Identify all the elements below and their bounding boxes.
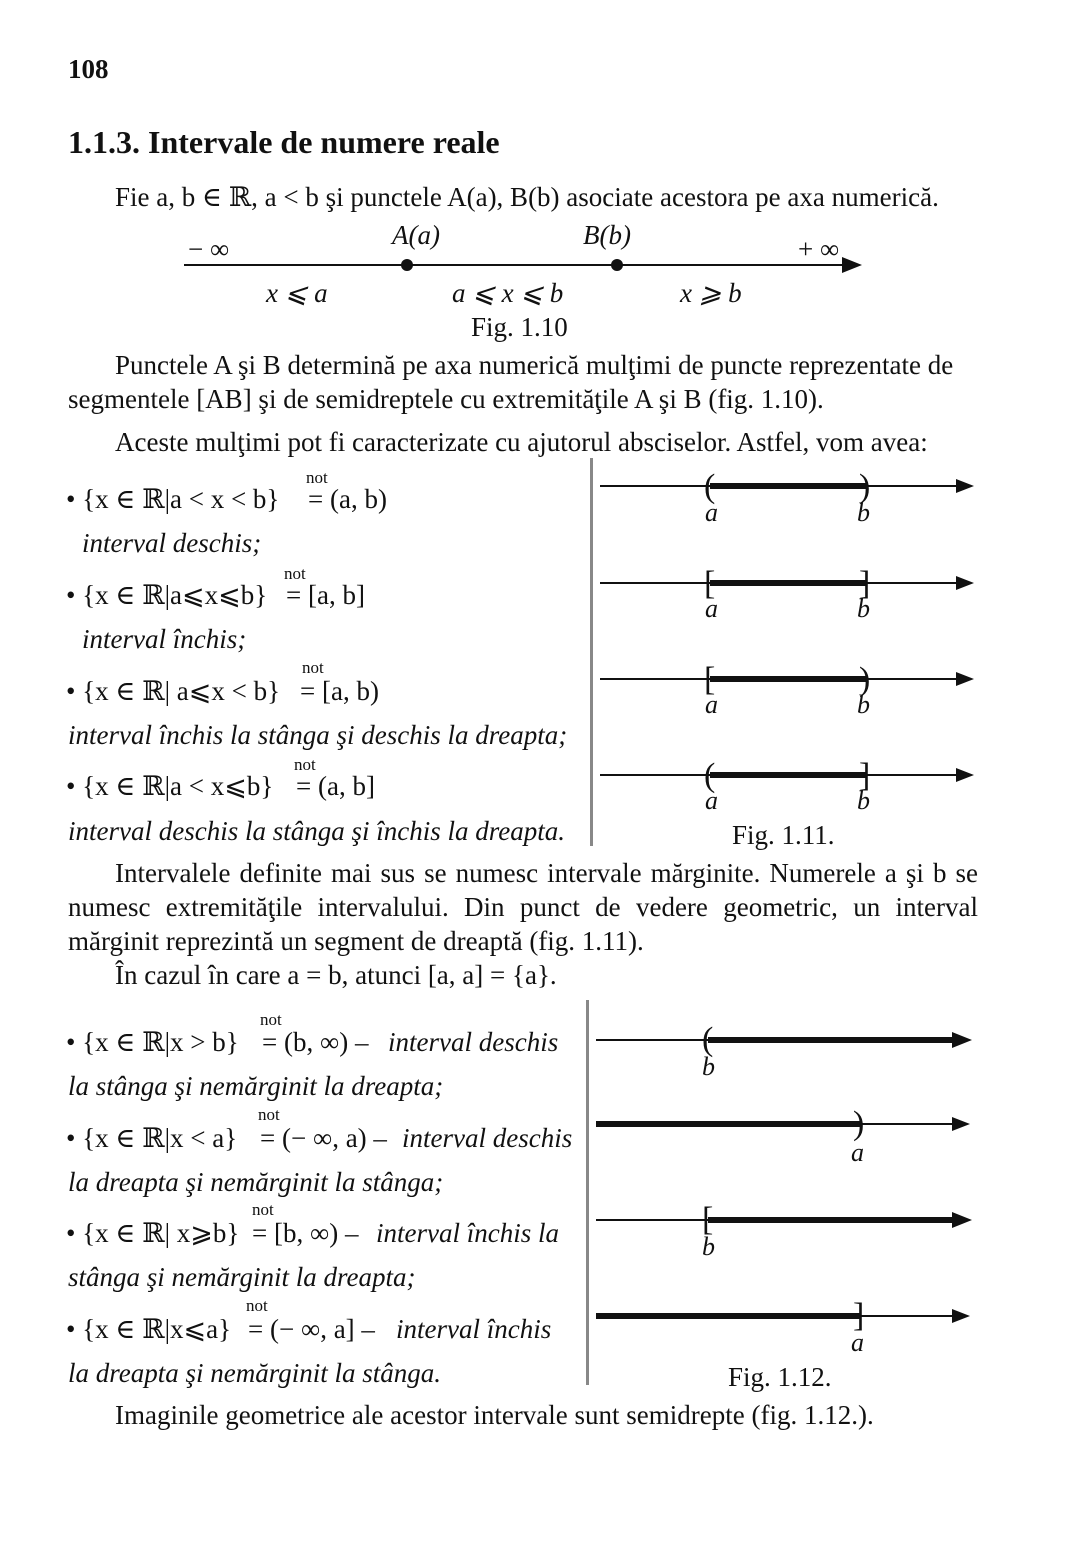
unbounded-desc-1: la stânga şi nemărginit la dreapta; xyxy=(68,1071,444,1101)
bounded-desc-1: interval deschis; xyxy=(82,528,262,558)
unbounded-notation-2: = (− ∞, a) – xyxy=(260,1123,387,1153)
arrow-head-icon xyxy=(952,1117,970,1131)
not-label: not xyxy=(284,564,306,583)
not-label: not xyxy=(258,1105,280,1124)
bracket-left-3: [ xyxy=(704,661,716,698)
point-a-label: A(a) xyxy=(392,220,440,250)
ray-bracket-1: ( xyxy=(702,1021,714,1058)
bounded-set-3: • {x ∈ ℝ| a⩽x < b} xyxy=(66,676,281,706)
ray-bracket-3: [ xyxy=(702,1201,714,1238)
bounded-desc-4: interval deschis la stânga şi închis la dreapta. xyxy=(68,816,565,846)
bounded-set-1: • {x ∈ ℝ|a < x < b} xyxy=(66,484,280,514)
point-a-dot xyxy=(401,259,413,271)
region-middle-label: a ⩽ x ⩽ b xyxy=(452,278,564,308)
unbounded-desc-4: la dreapta şi nemărginit la stânga. xyxy=(68,1358,442,1388)
bounded-notation-3: = [a, b) xyxy=(300,676,379,706)
unbounded-notation-4: = (− ∞, a] – xyxy=(248,1314,375,1344)
plus-infinity-label: + ∞ xyxy=(798,234,840,264)
section-title: 1.1.3. Intervale de numere reale xyxy=(68,124,500,160)
not-label: not xyxy=(294,755,316,774)
unbounded-notation-1: = (b, ∞) – xyxy=(262,1027,369,1057)
unbounded-tail-1: interval deschis xyxy=(388,1027,559,1057)
not-label: not xyxy=(246,1296,268,1315)
arrow-head-icon xyxy=(952,1309,970,1323)
bracket-left-2: [ xyxy=(704,565,716,602)
arrow-head-icon xyxy=(956,768,974,782)
label-a: a xyxy=(705,498,718,527)
bracket-right-1: ) xyxy=(859,468,871,505)
paragraph-3: Aceste mulţimi pot fi caracterizate cu ajutorul absciselor. Astfel, vom avea: xyxy=(115,427,928,457)
paragraph-5: În cazul în care a = b, atunci [a, a] = {a}. xyxy=(115,960,557,990)
fig-1-11-caption: Fig. 1.11. xyxy=(732,820,835,850)
bounded-desc-2: interval închis; xyxy=(82,624,247,654)
label-a: a xyxy=(705,786,718,815)
bounded-set-2: • {x ∈ ℝ|a⩽x⩽b} xyxy=(66,580,268,610)
label-b: b xyxy=(857,690,870,719)
paragraph-6: Imaginile geometrice ale acestor intervale sunt semidrepte (fig. 1.12.). xyxy=(115,1400,874,1430)
bounded-notation-1: = (a, b) xyxy=(308,484,387,514)
ray-label-4: a xyxy=(851,1328,864,1357)
ray-label-3: b xyxy=(702,1232,715,1261)
bracket-right-2: ] xyxy=(859,565,871,602)
label-b: b xyxy=(857,498,870,527)
bracket-left-4: ( xyxy=(704,757,716,794)
fig-1-11-line-1 xyxy=(598,476,978,496)
bracket-left-1: ( xyxy=(704,468,716,505)
unbounded-tail-4: interval închis xyxy=(396,1314,552,1344)
arrow-head-icon xyxy=(842,257,862,273)
bounded-desc-3: interval închis la stânga şi deschis la dreapta; xyxy=(68,720,568,750)
fig-1-11-line-4 xyxy=(598,765,978,785)
paragraph-2-line-2: segmentele [AB] şi de semidreptele cu extremităţile A şi B (fig. 1.10). xyxy=(68,384,824,414)
page-number: 108 xyxy=(68,54,109,84)
bounded-set-4: • {x ∈ ℝ|a < x⩽b} xyxy=(66,771,274,801)
arrow-head-icon xyxy=(956,479,974,493)
ray-bracket-4: ] xyxy=(853,1297,865,1334)
arrow-head-icon xyxy=(956,576,974,590)
paragraph-4: Intervalele definite mai sus se numesc intervale mărginite. Numerele a şi b se numesc extremităţile intervalului. Din punct de vedere geometric, un interval mărginit reprezintă un segment de dreaptă (fig. 1.11). xyxy=(68,858,978,956)
unbounded-tail-3: interval închis la xyxy=(376,1218,559,1248)
not-label: not xyxy=(252,1200,274,1219)
fig-1-11-divider xyxy=(590,458,593,846)
point-b-label: B(b) xyxy=(583,220,631,250)
bracket-right-3: ) xyxy=(859,661,871,698)
point-b-dot xyxy=(611,259,623,271)
unbounded-set-1: • {x ∈ ℝ|x > b} xyxy=(66,1027,239,1057)
ray-label-1: b xyxy=(702,1052,715,1081)
region-right-label: x ⩾ b xyxy=(680,278,742,308)
fig-1-10-caption: Fig. 1.10 xyxy=(471,312,568,342)
unbounded-desc-3: stânga şi nemărginit la dreapta; xyxy=(68,1262,416,1292)
arrow-head-icon xyxy=(952,1032,972,1048)
unbounded-set-4: • {x ∈ ℝ|x⩽a} xyxy=(66,1314,232,1344)
label-a: a xyxy=(705,690,718,719)
minus-infinity-label: − ∞ xyxy=(188,234,230,264)
fig-1-12-ray-1 xyxy=(594,1030,974,1050)
fig-1-12-ray-3 xyxy=(594,1210,974,1230)
fig-1-11-line-2 xyxy=(598,573,978,593)
fig-1-12-ray-4 xyxy=(594,1306,974,1326)
region-left-label: x ⩽ a xyxy=(266,278,328,308)
bracket-right-4: ] xyxy=(859,757,871,794)
bounded-notation-2: = [a, b] xyxy=(286,580,365,610)
unbounded-set-2: • {x ∈ ℝ|x < a} xyxy=(66,1123,238,1153)
bounded-notation-4: = (a, b] xyxy=(296,771,375,801)
fig-1-11-line-3 xyxy=(598,669,978,689)
unbounded-desc-2: la dreapta şi nemărginit la stânga; xyxy=(68,1167,444,1197)
not-label: not xyxy=(302,658,324,677)
unbounded-set-3: • {x ∈ ℝ| x⩾b} xyxy=(66,1218,240,1248)
fig-1-12-caption: Fig. 1.12. xyxy=(728,1362,832,1392)
unbounded-notation-3: = [b, ∞) – xyxy=(252,1218,359,1248)
fig-1-12-ray-2 xyxy=(594,1114,974,1134)
label-b: b xyxy=(857,594,870,623)
fig-1-12-divider xyxy=(586,1000,589,1385)
intro-paragraph: Fie a, b ∈ ℝ, a < b şi punctele A(a), B(b) asociate acestora pe axa numerică. xyxy=(115,182,939,212)
not-label: not xyxy=(260,1010,282,1029)
arrow-head-icon xyxy=(956,672,974,686)
label-b: b xyxy=(857,786,870,815)
ray-label-2: a xyxy=(851,1138,864,1167)
ray-bracket-2: ) xyxy=(853,1105,865,1142)
arrow-head-icon xyxy=(952,1212,972,1228)
paragraph-2-line-1: Punctele A şi B determină pe axa numerică mulţimi de puncte reprezentate de xyxy=(115,350,954,380)
label-a: a xyxy=(705,594,718,623)
not-label: not xyxy=(306,468,328,487)
unbounded-tail-2: interval deschis xyxy=(402,1123,573,1153)
